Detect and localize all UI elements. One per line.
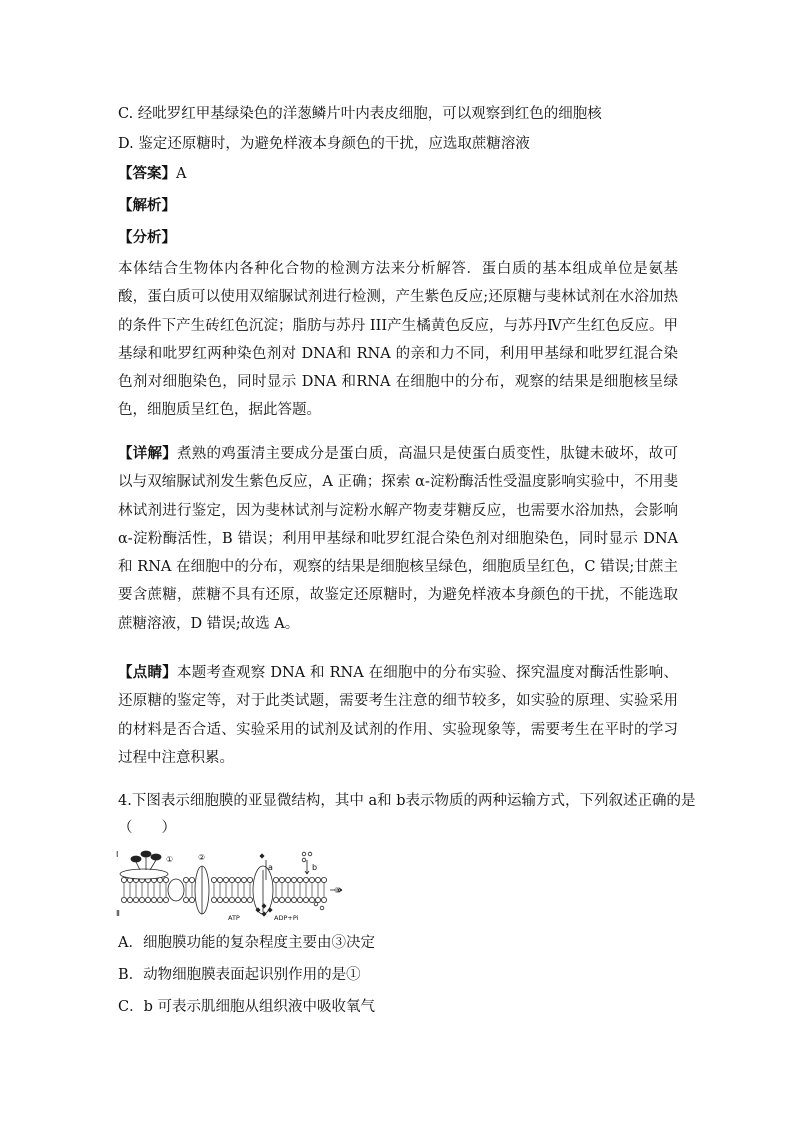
xiangjie-text: 煮熟的鸡蛋清主要成分是蛋白质，高温只是使蛋白质变性，肽键未破坏，故可以与双缩脲试剂发生紫色反应，A 正确；探索 α-淀粉酶活性受温度影响实验中，不用斐林试剂进行鉴定，因为斐林试剂与淀粉水解产物麦芽糖反应，也需要水浴加热，会影响 α-淀粉酶活性，B 错误；利用甲基绿和吡罗红混合染色剂对细胞染色，同时显示 DNA 和 RNA 在细胞中的分布，观察的结果是细胞核呈绿色，细胞质呈红色，C 错误;甘蔗主要含蔗糖，蔗糖不具有还原，故鉴定还原糖时，为避免样液本身颜色的干扰，不能选取蔗糖溶液，D 错误;故选 A。 [118,446,679,632]
label-3: ③ [334,886,342,895]
q4-option-c: C．b 可表示肌细胞从组织液中吸收氧气 [118,999,375,1015]
answer-line [118,164,186,184]
label-atp: ATP [228,914,240,922]
glycoprotein-protein [120,869,168,879]
option-c: C. 经吡罗红甲基绿染色的洋葱鳞片叶内表皮细胞，可以观察到红色的细胞核 [118,106,602,122]
dianjing-tag: 【点睛】 [118,664,177,681]
label-side-bottom: Ⅱ [116,909,120,918]
fenxi-paragraph: 本体结合生物体内各种化合物的检测方法来分析解答．蛋白质的基本组成单位是氨基酸，蛋白质可以使用双缩脲试剂进行检测，产生紫色反应;还原糖与斐林试剂在水浴加热的条件下产生砖红色沉淀；脂肪与苏丹 III产生橘黄色反应，与苏丹Ⅳ产生红色反应。甲基绿和吡罗红两种染色剂对 DNA和 RNA 的亲和力不同，利用甲基绿和吡罗红混合染色剂对细胞染色，同时显示 DNA 和RNA 在细胞中的分布，观察的结果是细胞核呈绿色，细胞质呈红色，据此答题。 [118,261,678,419]
analysis-tag: 【解析】 [118,197,176,214]
label-b: b [312,863,318,872]
q4-option-b: B．动物细胞膜表面起识别作用的是① [118,967,361,983]
dianjing-paragraph [118,659,678,772]
label-side-top: I [116,850,119,859]
phospholipid-bottom-row [121,897,326,902]
xiangjie-paragraph [118,440,678,638]
label-1: ① [166,855,174,864]
answer-tag: 【答案】 [118,165,176,182]
dianjing-text: 本题考查观察 DNA 和 RNA 在细胞中的分布实验、探究温度对酶活性影响、还原糖的鉴定等，对于此类试题，需要考生注意的细节较多，如实验的原理、实验采用的材料是否合适、实验采用的试剂及试剂的作用、实验现象等，需要考生在平时的学习过程中注意积累。 [118,665,679,766]
fenxi-tag: 【分析】 [118,229,176,246]
q4-option-a: A．细胞膜功能的复杂程度主要由③决定 [118,935,375,951]
label-2: ② [198,853,206,862]
option-d: D. 鉴定还原糖时，为避免样液本身颜色的干扰，应选取蔗糖溶液 [118,136,530,152]
answer-value: A [176,166,187,182]
cell-membrane-diagram [116,848,352,924]
xiangjie-tag: 【详解】 [118,445,177,462]
label-a: a [268,863,273,872]
question-4-paren: （ ） [118,820,176,836]
question-4-stem: 4.下图表示细胞膜的亚显微结构，其中 a和 b表示物质的两种运输方式，下列叙述正确的是 [118,793,696,809]
label-adp: ADP+Pi [274,914,299,922]
